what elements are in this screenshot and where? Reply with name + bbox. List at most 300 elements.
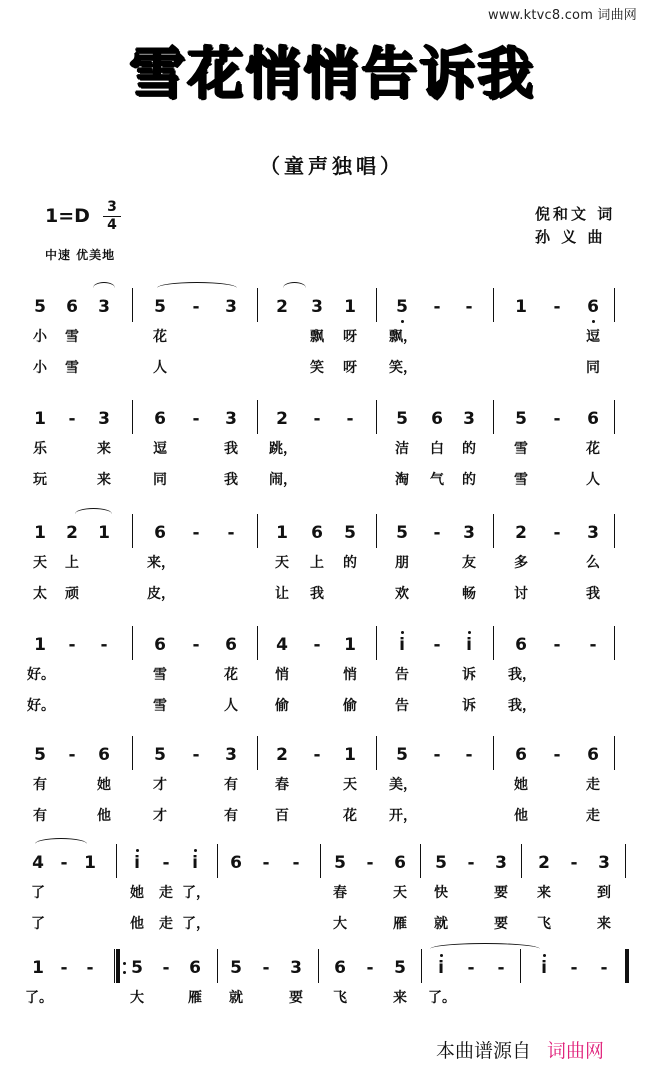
note: 4 [276, 635, 288, 655]
lyric-char: 多 [514, 555, 528, 571]
lyric-char [124, 1019, 150, 1039]
note: - [262, 853, 270, 873]
note: 5 [396, 523, 408, 543]
lyric-char: 乐 [33, 441, 47, 457]
lyric-char: 悄 [343, 667, 357, 683]
lyric-char: 大 [130, 990, 144, 1006]
lyric-char [183, 665, 209, 685]
octave-dot [592, 320, 595, 323]
note: 5 [230, 958, 242, 978]
lyric-char: 美， [389, 777, 417, 793]
note: - [465, 745, 473, 765]
lyric-char: 有 [224, 808, 238, 824]
lyric-char [424, 327, 450, 347]
note: 3 [225, 297, 237, 317]
note: 5 [515, 409, 527, 429]
lyric-char [458, 914, 484, 934]
lyric-char: 花 [224, 667, 238, 683]
lyric-char [327, 1019, 353, 1039]
barline [257, 736, 258, 770]
lyric-char: 笑， [389, 360, 417, 376]
note: 6 [587, 409, 599, 429]
lyric-char: 人 [586, 472, 600, 488]
lyric-char [25, 1019, 51, 1039]
lyric-char: 才 [153, 808, 167, 824]
note: i [399, 635, 405, 655]
lyric-char: 了。 [428, 990, 456, 1006]
lyric-char: 大 [333, 916, 347, 932]
lyric-char: 飞 [537, 916, 551, 932]
note: 1 [98, 523, 110, 543]
lyric-char [544, 665, 570, 685]
lyric-char [456, 775, 482, 795]
lyric-char: 了。 [25, 990, 53, 1006]
lyric-char [304, 696, 330, 716]
staff-row [0, 634, 664, 744]
lyric-char: 雁 [393, 916, 407, 932]
lyric-char [77, 988, 103, 1008]
lyric-char [283, 1019, 309, 1039]
note: 5 [396, 297, 408, 317]
octave-dot [194, 849, 197, 852]
lyric-char [544, 470, 570, 490]
staff-row [0, 296, 664, 406]
lyric-char [269, 327, 295, 347]
slur-mark [75, 508, 112, 520]
lyric-char: 跳， [269, 441, 297, 457]
lyric-char: 走 [586, 777, 600, 793]
lyric-char: 走 [586, 808, 600, 824]
lyric-char: 同 [586, 360, 600, 376]
note: 1 [344, 635, 356, 655]
lyric-char [580, 665, 606, 685]
lyric-char: 雪 [514, 441, 528, 457]
note: - [68, 409, 76, 429]
note: - [465, 297, 473, 317]
lyric-char [223, 1019, 249, 1039]
note: 6 [515, 745, 527, 765]
repeat-sign [123, 959, 127, 977]
lyric-char: 就 [434, 916, 448, 932]
barline [420, 844, 421, 878]
lyric-char: 她 [97, 777, 111, 793]
note: 5 [334, 853, 346, 873]
key-signature: 1=D [45, 205, 90, 227]
barline [257, 514, 258, 548]
lyric-char [337, 470, 363, 490]
barline [132, 626, 133, 660]
note: 3 [598, 853, 610, 873]
note: 6 [154, 409, 166, 429]
lyric-char [283, 914, 309, 934]
note: 6 [587, 745, 599, 765]
time-signature [103, 200, 121, 233]
note: 6 [431, 409, 443, 429]
tempo-marking: 中速 优美地 [45, 248, 116, 262]
note: 1 [515, 297, 527, 317]
lyric-char [153, 1019, 179, 1039]
note: 5 [344, 523, 356, 543]
lyric-char [183, 696, 209, 716]
lyric-char: 来 [97, 472, 111, 488]
lyric-char: 要 [289, 990, 303, 1006]
lyric-char [304, 665, 330, 685]
lyric-char [357, 1019, 383, 1039]
note: - [366, 958, 374, 978]
lyric-char [544, 806, 570, 826]
note: 2 [515, 523, 527, 543]
barline [217, 949, 218, 983]
note: - [433, 523, 441, 543]
note: - [262, 958, 270, 978]
note: - [553, 523, 561, 543]
note: 6 [154, 635, 166, 655]
staff-row [0, 744, 664, 854]
note: - [68, 635, 76, 655]
note: 5 [154, 297, 166, 317]
barline [116, 844, 117, 878]
lyric-char [508, 327, 534, 347]
staff-row [0, 852, 664, 962]
lyric-char: 诉 [462, 667, 476, 683]
lyric-char: 同 [153, 472, 167, 488]
site-url[interactable]: www.ktvc8.com 词曲网 [488, 8, 638, 23]
lyric-char [269, 358, 295, 378]
lyric-char: 雪 [65, 360, 79, 376]
lyric-char: 花 [343, 808, 357, 824]
lyric-char: 了 [31, 885, 45, 901]
note: 6 [154, 523, 166, 543]
note: 1 [34, 523, 46, 543]
footer-site-link[interactable]: 词曲网 [547, 1040, 605, 1062]
barline [114, 949, 120, 983]
lyric-char: 悄 [275, 667, 289, 683]
lyric-char: 我， [508, 667, 536, 683]
lyric-char [544, 584, 570, 604]
lyric-char: 逗 [586, 329, 600, 345]
note: 6 [394, 853, 406, 873]
note: 6 [98, 745, 110, 765]
lyric-char: 逗 [153, 441, 167, 457]
lyric-char [91, 665, 117, 685]
note: 3 [463, 523, 475, 543]
lyric-char: 让 [275, 586, 289, 602]
note: - [497, 958, 505, 978]
lyric-char [424, 775, 450, 795]
note: - [433, 297, 441, 317]
lyric-char [218, 584, 244, 604]
lyric-char: 好。 [27, 698, 55, 714]
lyric-char [183, 439, 209, 459]
note: 4 [32, 853, 44, 873]
lyric-char [223, 914, 249, 934]
lyric-char [544, 439, 570, 459]
note: - [433, 635, 441, 655]
lyric-char: 飘， [389, 329, 417, 345]
octave-dot [401, 631, 404, 634]
lyric-char [424, 584, 450, 604]
lyric-char: 的 [462, 441, 476, 457]
lyric-char [304, 439, 330, 459]
lyric-char [387, 1019, 413, 1039]
lyric-char [544, 327, 570, 347]
note: 5 [394, 958, 406, 978]
lyric-char: 雪 [153, 667, 167, 683]
barline [376, 736, 377, 770]
octave-dot [440, 954, 443, 957]
lyric-char [218, 327, 244, 347]
lyric-char [59, 439, 85, 459]
note: 6 [225, 635, 237, 655]
note: 3 [311, 297, 323, 317]
lyric-char [424, 696, 450, 716]
lyric-char [59, 806, 85, 826]
note: - [570, 958, 578, 978]
lyric-char [51, 988, 77, 1008]
lyric-char: 小 [33, 360, 47, 376]
lyric-char: 人 [153, 360, 167, 376]
lyric-char: 到 [597, 885, 611, 901]
lyric-char [183, 327, 209, 347]
barline [493, 736, 494, 770]
lyric-char: 花 [586, 441, 600, 457]
note: - [600, 958, 608, 978]
lyric-char [51, 1019, 77, 1039]
note: 1 [34, 635, 46, 655]
lyric-char: 有 [33, 808, 47, 824]
note: - [366, 853, 374, 873]
slur-mark [157, 282, 237, 294]
lyric-char: 他 [97, 808, 111, 824]
note: 5 [34, 297, 46, 317]
lyric-char: 她 [130, 885, 144, 901]
lyric-char: 天 [33, 555, 47, 571]
note: 6 [189, 958, 201, 978]
lyric-char [456, 806, 482, 826]
lyric-char: 白 [430, 441, 444, 457]
barline [132, 288, 133, 322]
lyric-char: 要 [494, 885, 508, 901]
lyric-char: 走 [159, 885, 173, 901]
lyric-char: 来 [97, 441, 111, 457]
lyric-char: 偷 [343, 698, 357, 714]
note: i [541, 958, 547, 978]
slur-mark [283, 282, 306, 294]
lyric-char: 有 [224, 777, 238, 793]
lyric-char: 气 [430, 472, 444, 488]
barline [493, 288, 494, 322]
lyric-char: 我， [508, 698, 536, 714]
lyric-char: 畅 [462, 586, 476, 602]
lyric-char [561, 914, 587, 934]
lyric-char: 他 [514, 808, 528, 824]
barline [376, 514, 377, 548]
lyric-char [91, 584, 117, 604]
barline [625, 844, 626, 878]
note: - [162, 958, 170, 978]
note: - [100, 635, 108, 655]
note: 1 [344, 745, 356, 765]
barline [493, 400, 494, 434]
lyric-char: 百 [275, 808, 289, 824]
barline [421, 949, 422, 983]
note: 1 [32, 958, 44, 978]
note: 2 [538, 853, 550, 873]
note: 5 [34, 745, 46, 765]
note: i [192, 853, 198, 873]
barline [614, 288, 615, 322]
lyric-char [183, 358, 209, 378]
note: - [192, 523, 200, 543]
lyric-char: 玩 [33, 472, 47, 488]
lyric-char: 来， [147, 555, 175, 571]
note: 3 [290, 958, 302, 978]
lyric-char: 来 [537, 885, 551, 901]
lyric-char [91, 358, 117, 378]
note: - [433, 745, 441, 765]
lyric-char: 朋 [395, 555, 409, 571]
lyric-char: 雪 [65, 329, 79, 345]
lyric-char: 快 [434, 885, 448, 901]
lyric-char: 闹， [269, 472, 297, 488]
lyric-char [183, 553, 209, 573]
lyric-char: 春 [275, 777, 289, 793]
lyric-char: 就 [229, 990, 243, 1006]
note: 2 [66, 523, 78, 543]
lyric-char [357, 883, 383, 903]
lyric-char [304, 470, 330, 490]
barline [614, 400, 615, 434]
lyric-char [456, 358, 482, 378]
lyric-char: 走 [159, 916, 173, 932]
lyric-char [424, 806, 450, 826]
note: 1 [34, 409, 46, 429]
note: 5 [131, 958, 143, 978]
note: 5 [396, 409, 408, 429]
note: 6 [334, 958, 346, 978]
lyric-char: 太 [33, 586, 47, 602]
note: - [60, 853, 68, 873]
footer-attribution [436, 1036, 604, 1063]
lyric-char: 诉 [462, 698, 476, 714]
lyric-char: 的 [343, 555, 357, 571]
note: 1 [344, 297, 356, 317]
note: 3 [225, 409, 237, 429]
lyric-char [59, 696, 85, 716]
barline [521, 844, 522, 878]
lyric-char: 有 [33, 777, 47, 793]
lyric-char: 偷 [275, 698, 289, 714]
lyric-char: 来 [393, 990, 407, 1006]
lyric-char: 我 [224, 441, 238, 457]
lyric-char [218, 553, 244, 573]
lyric-char: 呀 [343, 329, 357, 345]
lyric-char [508, 358, 534, 378]
lyric-char: 天 [275, 555, 289, 571]
note: - [589, 635, 597, 655]
note: - [192, 297, 200, 317]
lyric-char [304, 775, 330, 795]
lyric-char [183, 584, 209, 604]
lyric-char: 上 [65, 555, 79, 571]
lyric-char [77, 883, 103, 903]
lyric-char [544, 358, 570, 378]
lyric-char: 春 [333, 885, 347, 901]
lyric-char [91, 696, 117, 716]
lyric-char: 讨 [514, 586, 528, 602]
note: - [192, 409, 200, 429]
lyric-char: 洁 [395, 441, 409, 457]
note: i [466, 635, 472, 655]
note: 6 [230, 853, 242, 873]
note: 3 [463, 409, 475, 429]
barline [376, 626, 377, 660]
lyric-char [183, 806, 209, 826]
lyric-char [51, 883, 77, 903]
note: - [553, 297, 561, 317]
lyric-char [337, 439, 363, 459]
lyric-char: 淘 [395, 472, 409, 488]
lyric-char: 花 [153, 329, 167, 345]
lyric-char: 了 [31, 916, 45, 932]
lyric-char: 告 [395, 698, 409, 714]
barline [132, 514, 133, 548]
octave-dot [468, 631, 471, 634]
lyric-char [458, 988, 484, 1008]
composer-credit: 孙 义 曲 [535, 228, 606, 246]
lyric-char: 他 [130, 916, 144, 932]
lyric-char [51, 914, 77, 934]
lyric-char: 笑 [310, 360, 324, 376]
lyric-char [458, 883, 484, 903]
note: - [313, 745, 321, 765]
lyric-char [77, 914, 103, 934]
lyric-char [357, 988, 383, 1008]
barline [493, 514, 494, 548]
slur-mark [430, 943, 540, 955]
lyric-char [544, 696, 570, 716]
note: 3 [587, 523, 599, 543]
note: 2 [276, 745, 288, 765]
footer-source-text: 本曲谱源自 [436, 1040, 532, 1062]
note: 6 [66, 297, 78, 317]
time-denominator: 4 [107, 217, 117, 233]
octave-dot [543, 954, 546, 957]
lyric-char [183, 775, 209, 795]
lyric-char: 雁 [188, 990, 202, 1006]
lyric-char: 了， [182, 885, 210, 901]
barline [376, 288, 377, 322]
lyric-char: 小 [33, 329, 47, 345]
octave-dot [136, 849, 139, 852]
lyric-char: 她 [514, 777, 528, 793]
note: 2 [276, 409, 288, 429]
song-title: 雪花悄悄告诉我 [129, 42, 535, 107]
lyric-char [561, 988, 587, 1008]
lyric-char [91, 327, 117, 347]
time-numerator: 3 [107, 199, 117, 215]
lyric-char [253, 1019, 279, 1039]
barline [320, 844, 321, 878]
note: - [570, 853, 578, 873]
lyric-char: 我 [224, 472, 238, 488]
barline [493, 626, 494, 660]
lyric-char: 飞 [333, 990, 347, 1006]
note: i [134, 853, 140, 873]
note: - [86, 958, 94, 978]
lyric-char [253, 988, 279, 1008]
barline [376, 400, 377, 434]
